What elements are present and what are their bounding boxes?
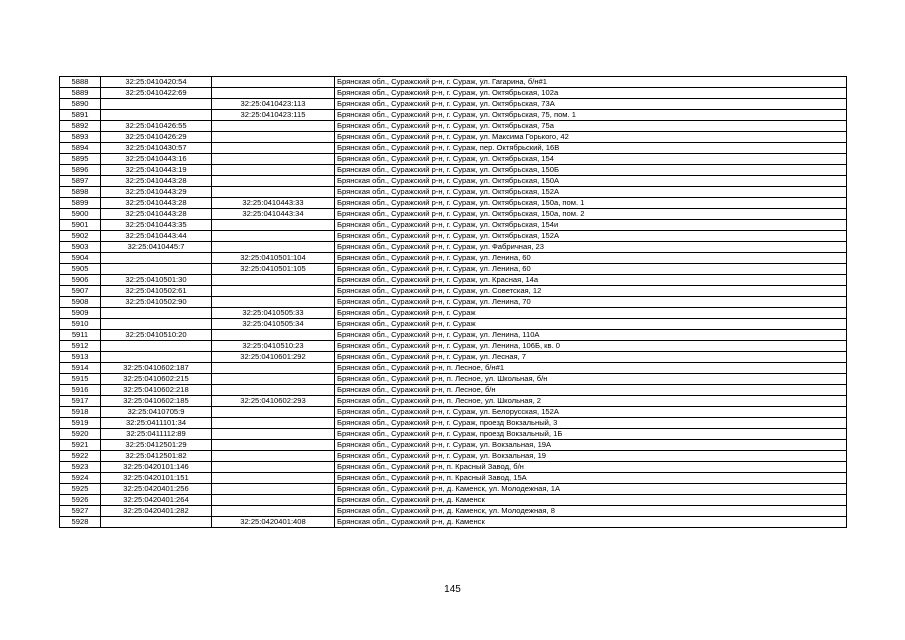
table-row [60, 462, 847, 473]
table-row [60, 429, 847, 440]
row-number-cell: 5910 [60, 319, 101, 330]
premises-cadastral-cell [212, 220, 335, 231]
premises-cadastral-cell [212, 506, 335, 517]
table-row [60, 506, 847, 517]
table-row [60, 132, 847, 143]
address-cell: Брянская обл., Суражский р-н, п. Красный Завод, б/н [335, 462, 847, 473]
row-number-cell: 5911 [60, 330, 101, 341]
premises-cadastral-cell [212, 484, 335, 495]
row-number-cell: 5894 [60, 143, 101, 154]
row-number-cell: 5924 [60, 473, 101, 484]
row-number-cell: 5907 [60, 286, 101, 297]
row-number-cell: 5899 [60, 198, 101, 209]
premises-cadastral-cell [212, 286, 335, 297]
cadastral-number-cell: 32:25:0410443:35 [101, 220, 212, 231]
cadastral-number-cell: 32:25:0410443:28 [101, 198, 212, 209]
cadastral-number-cell: 32:25:0410443:44 [101, 231, 212, 242]
address-cell: Брянская обл., Суражский р-н, п. Лесное, б/н#1 [335, 363, 847, 374]
premises-cadastral-cell [212, 132, 335, 143]
table-row [60, 77, 847, 88]
table-row [60, 154, 847, 165]
table-row [60, 396, 847, 407]
address-cell: Брянская обл., Суражский р-н, г. Сураж, ул. Октябрьская, 102а [335, 88, 847, 99]
premises-cadastral-cell [212, 165, 335, 176]
premises-cadastral-cell: 32:25:0410510:23 [212, 341, 335, 352]
premises-cadastral-cell: 32:25:0410423:115 [212, 110, 335, 121]
premises-cadastral-cell [212, 374, 335, 385]
premises-cadastral-cell: 32:25:0410602:293 [212, 396, 335, 407]
address-cell: Брянская обл., Суражский р-н, г. Сураж, ул. Октябрьская, 75, пом. 1 [335, 110, 847, 121]
table-row [60, 220, 847, 231]
address-cell: Брянская обл., Суражский р-н, г. Сураж, ул. Гагарина, б/н#1 [335, 77, 847, 88]
cadastral-number-cell [101, 517, 212, 528]
premises-cadastral-cell: 32:25:0410501:104 [212, 253, 335, 264]
premises-cadastral-cell: 32:25:0410443:34 [212, 209, 335, 220]
address-cell: Брянская обл., Суражский р-н, г. Сураж, ул. Октябрьская, 154 [335, 154, 847, 165]
row-number-cell: 5889 [60, 88, 101, 99]
cadastral-number-cell: 32:25:0410443:16 [101, 154, 212, 165]
address-cell: Брянская обл., Суражский р-н, п. Лесное, ул. Школьная, 2 [335, 396, 847, 407]
address-cell: Брянская обл., Суражский р-н, г. Сураж, ул. Октябрьская, 75а [335, 121, 847, 132]
table-row [60, 110, 847, 121]
cadastral-number-cell: 32:25:0410501:30 [101, 275, 212, 286]
row-number-cell: 5896 [60, 165, 101, 176]
cadastral-number-cell: 32:25:0410420:54 [101, 77, 212, 88]
premises-cadastral-cell [212, 176, 335, 187]
address-cell: Брянская обл., Суражский р-н, г. Сураж, ул. Максима Горького, 42 [335, 132, 847, 143]
page-number: 145 [444, 584, 461, 595]
table-row [60, 176, 847, 187]
row-number-cell: 5903 [60, 242, 101, 253]
cadastral-number-cell: 32:25:0410443:19 [101, 165, 212, 176]
premises-cadastral-cell [212, 407, 335, 418]
premises-cadastral-cell [212, 495, 335, 506]
address-cell: Брянская обл., Суражский р-н, г. Сураж [335, 319, 847, 330]
address-cell: Брянская обл., Суражский р-н, г. Сураж, ул. Октябрьская, 150А [335, 176, 847, 187]
table-row [60, 484, 847, 495]
cadastral-number-cell: 32:25:0410510:20 [101, 330, 212, 341]
premises-cadastral-cell [212, 473, 335, 484]
premises-cadastral-cell [212, 440, 335, 451]
premises-cadastral-cell [212, 275, 335, 286]
address-cell: Брянская обл., Суражский р-н, г. Сураж, ул. Ленина, 60 [335, 264, 847, 275]
cadastral-number-cell: 32:25:0411112:89 [101, 429, 212, 440]
cadastral-number-cell [101, 341, 212, 352]
table-row [60, 385, 847, 396]
cadastral-number-cell: 32:25:0410422:69 [101, 88, 212, 99]
cadastral-number-cell: 32:25:0420401:264 [101, 495, 212, 506]
table-row [60, 473, 847, 484]
address-cell: Брянская обл., Суражский р-н, г. Сураж, ул. Лесная, 7 [335, 352, 847, 363]
address-cell: Брянская обл., Суражский р-н, п. Лесное, б/н [335, 385, 847, 396]
table-row [60, 407, 847, 418]
table-row [60, 418, 847, 429]
cadastral-number-cell: 32:25:0412501:82 [101, 451, 212, 462]
address-cell: Брянская обл., Суражский р-н, г. Сураж, пер. Октябрьский, 16В [335, 143, 847, 154]
row-number-cell: 5909 [60, 308, 101, 319]
table-row [60, 363, 847, 374]
premises-cadastral-cell: 32:25:0410505:33 [212, 308, 335, 319]
row-number-cell: 5916 [60, 385, 101, 396]
premises-cadastral-cell [212, 451, 335, 462]
table-row [60, 121, 847, 132]
cadastral-number-cell: 32:25:0410443:29 [101, 187, 212, 198]
address-cell: Брянская обл., Суражский р-н, п. Красный Завод, 15А [335, 473, 847, 484]
premises-cadastral-cell: 32:25:0410505:34 [212, 319, 335, 330]
cadastral-number-cell [101, 253, 212, 264]
row-number-cell: 5923 [60, 462, 101, 473]
row-number-cell: 5888 [60, 77, 101, 88]
row-number-cell: 5925 [60, 484, 101, 495]
table-row [60, 242, 847, 253]
table-row [60, 99, 847, 110]
address-cell: Брянская обл., Суражский р-н, г. Сураж, ул. Ленина, 70 [335, 297, 847, 308]
premises-cadastral-cell [212, 187, 335, 198]
table-row [60, 517, 847, 528]
row-number-cell: 5901 [60, 220, 101, 231]
row-number-cell: 5917 [60, 396, 101, 407]
row-number-cell: 5921 [60, 440, 101, 451]
cadastral-number-cell: 32:25:0420101:151 [101, 473, 212, 484]
table-row [60, 88, 847, 99]
premises-cadastral-cell: 32:25:0410501:105 [212, 264, 335, 275]
row-number-cell: 5895 [60, 154, 101, 165]
premises-cadastral-cell: 32:25:0420401:408 [212, 517, 335, 528]
premises-cadastral-cell [212, 385, 335, 396]
cadastral-number-cell [101, 308, 212, 319]
row-number-cell: 5890 [60, 99, 101, 110]
premises-cadastral-cell [212, 231, 335, 242]
cadastral-number-cell [101, 319, 212, 330]
table-row [60, 440, 847, 451]
cadastral-number-cell [101, 110, 212, 121]
table-row [60, 330, 847, 341]
address-cell: Брянская обл., Суражский р-н, г. Сураж, ул. Октябрьская, 150Б [335, 165, 847, 176]
address-cell: Брянская обл., Суражский р-н, п. Лесное, ул. Школьная, б/н [335, 374, 847, 385]
address-cell: Брянская обл., Суражский р-н, г. Сураж, ул. Белорусская, 152А [335, 407, 847, 418]
cadastral-table [59, 76, 847, 528]
premises-cadastral-cell [212, 363, 335, 374]
address-cell: Брянская обл., Суражский р-н, г. Сураж, ул. Вокзальная, 19 [335, 451, 847, 462]
cadastral-number-cell: 32:25:0410705:9 [101, 407, 212, 418]
premises-cadastral-cell: 32:25:0410601:292 [212, 352, 335, 363]
table-row [60, 495, 847, 506]
premises-cadastral-cell [212, 242, 335, 253]
table-row [60, 341, 847, 352]
premises-cadastral-cell [212, 297, 335, 308]
table-row [60, 308, 847, 319]
table-row [60, 253, 847, 264]
address-cell: Брянская обл., Суражский р-н, г. Сураж, ул. Октябрьская, 152А [335, 187, 847, 198]
row-number-cell: 5919 [60, 418, 101, 429]
row-number-cell: 5897 [60, 176, 101, 187]
address-cell: Брянская обл., Суражский р-н, д. Каменск, ул. Молодежная, 1А [335, 484, 847, 495]
table-row [60, 451, 847, 462]
table-row [60, 297, 847, 308]
premises-cadastral-cell [212, 462, 335, 473]
row-number-cell: 5898 [60, 187, 101, 198]
cadastral-number-cell: 32:25:0411101:34 [101, 418, 212, 429]
cadastral-number-cell: 32:25:0410602:187 [101, 363, 212, 374]
row-number-cell: 5913 [60, 352, 101, 363]
cadastral-number-cell: 32:25:0410443:28 [101, 176, 212, 187]
address-cell: Брянская обл., Суражский р-н, г. Сураж, ул. Октябрьская, 150а, пом. 2 [335, 209, 847, 220]
cadastral-number-cell: 32:25:0420101:146 [101, 462, 212, 473]
cadastral-number-cell [101, 352, 212, 363]
row-number-cell: 5892 [60, 121, 101, 132]
table-row [60, 231, 847, 242]
address-cell: Брянская обл., Суражский р-н, г. Сураж, ул. Ленина, 60 [335, 253, 847, 264]
row-number-cell: 5908 [60, 297, 101, 308]
address-cell: Брянская обл., Суражский р-н, г. Сураж, ул. Ленина, 110А [335, 330, 847, 341]
address-cell: Брянская обл., Суражский р-н, г. Сураж, ул. Вокзальная, 19А [335, 440, 847, 451]
address-cell: Брянская обл., Суражский р-н, г. Сураж, проезд Вокзальный, 1Б [335, 429, 847, 440]
cadastral-number-cell: 32:25:0410426:55 [101, 121, 212, 132]
address-cell: Брянская обл., Суражский р-н, д. Каменск [335, 517, 847, 528]
row-number-cell: 5920 [60, 429, 101, 440]
premises-cadastral-cell [212, 88, 335, 99]
row-number-cell: 5900 [60, 209, 101, 220]
premises-cadastral-cell [212, 330, 335, 341]
table-row [60, 198, 847, 209]
address-cell: Брянская обл., Суражский р-н, г. Сураж, проезд Вокзальный, 3 [335, 418, 847, 429]
address-cell: Брянская обл., Суражский р-н, г. Сураж, ул. Красная, 14а [335, 275, 847, 286]
row-number-cell: 5912 [60, 341, 101, 352]
row-number-cell: 5902 [60, 231, 101, 242]
row-number-cell: 5905 [60, 264, 101, 275]
premises-cadastral-cell [212, 77, 335, 88]
row-number-cell: 5927 [60, 506, 101, 517]
premises-cadastral-cell: 32:25:0410423:113 [212, 99, 335, 110]
cadastral-number-cell [101, 264, 212, 275]
cadastral-number-cell: 32:25:0412501:29 [101, 440, 212, 451]
address-cell: Брянская обл., Суражский р-н, г. Сураж, ул. Советская, 12 [335, 286, 847, 297]
address-cell: Брянская обл., Суражский р-н, г. Сураж, ул. Октябрьская, 154и [335, 220, 847, 231]
cadastral-number-cell: 32:25:0410502:90 [101, 297, 212, 308]
row-number-cell: 5922 [60, 451, 101, 462]
row-number-cell: 5906 [60, 275, 101, 286]
premises-cadastral-cell [212, 418, 335, 429]
premises-cadastral-cell [212, 121, 335, 132]
cadastral-number-cell: 32:25:0410443:28 [101, 209, 212, 220]
table-row [60, 275, 847, 286]
cadastral-number-cell: 32:25:0410602:218 [101, 385, 212, 396]
cadastral-number-cell: 32:25:0420401:256 [101, 484, 212, 495]
cadastral-number-cell: 32:25:0410602:185 [101, 396, 212, 407]
address-cell: Брянская обл., Суражский р-н, д. Каменск [335, 495, 847, 506]
row-number-cell: 5893 [60, 132, 101, 143]
table-row [60, 319, 847, 330]
address-cell: Брянская обл., Суражский р-н, г. Сураж, ул. Октябрьская, 152А [335, 231, 847, 242]
table-row [60, 143, 847, 154]
cadastral-number-cell: 32:25:0410502:61 [101, 286, 212, 297]
premises-cadastral-cell [212, 143, 335, 154]
premises-cadastral-cell [212, 154, 335, 165]
row-number-cell: 5891 [60, 110, 101, 121]
row-number-cell: 5926 [60, 495, 101, 506]
cadastral-number-cell [101, 99, 212, 110]
table-row [60, 374, 847, 385]
address-cell: Брянская обл., Суражский р-н, г. Сураж, ул. Октябрьская, 150а, пом. 1 [335, 198, 847, 209]
address-cell: Брянская обл., Суражский р-н, г. Сураж, ул. Ленина, 106Б, кв. 0 [335, 341, 847, 352]
table-row [60, 264, 847, 275]
row-number-cell: 5914 [60, 363, 101, 374]
row-number-cell: 5904 [60, 253, 101, 264]
table-body [60, 77, 847, 528]
document-page [59, 76, 847, 528]
address-cell: Брянская обл., Суражский р-н, д. Каменск, ул. Молодежная, 8 [335, 506, 847, 517]
row-number-cell: 5928 [60, 517, 101, 528]
cadastral-number-cell: 32:25:0410445:7 [101, 242, 212, 253]
premises-cadastral-cell [212, 429, 335, 440]
row-number-cell: 5918 [60, 407, 101, 418]
table-row [60, 352, 847, 363]
cadastral-number-cell: 32:25:0410430:57 [101, 143, 212, 154]
cadastral-number-cell: 32:25:0420401:282 [101, 506, 212, 517]
table-row [60, 187, 847, 198]
table-row [60, 165, 847, 176]
address-cell: Брянская обл., Суражский р-н, г. Сураж, ул. Фабричная, 23 [335, 242, 847, 253]
premises-cadastral-cell: 32:25:0410443:33 [212, 198, 335, 209]
address-cell: Брянская обл., Суражский р-н, г. Сураж [335, 308, 847, 319]
table-row [60, 286, 847, 297]
cadastral-number-cell: 32:25:0410426:29 [101, 132, 212, 143]
address-cell: Брянская обл., Суражский р-н, г. Сураж, ул. Октябрьская, 73А [335, 99, 847, 110]
table-row [60, 209, 847, 220]
row-number-cell: 5915 [60, 374, 101, 385]
cadastral-number-cell: 32:25:0410602:215 [101, 374, 212, 385]
